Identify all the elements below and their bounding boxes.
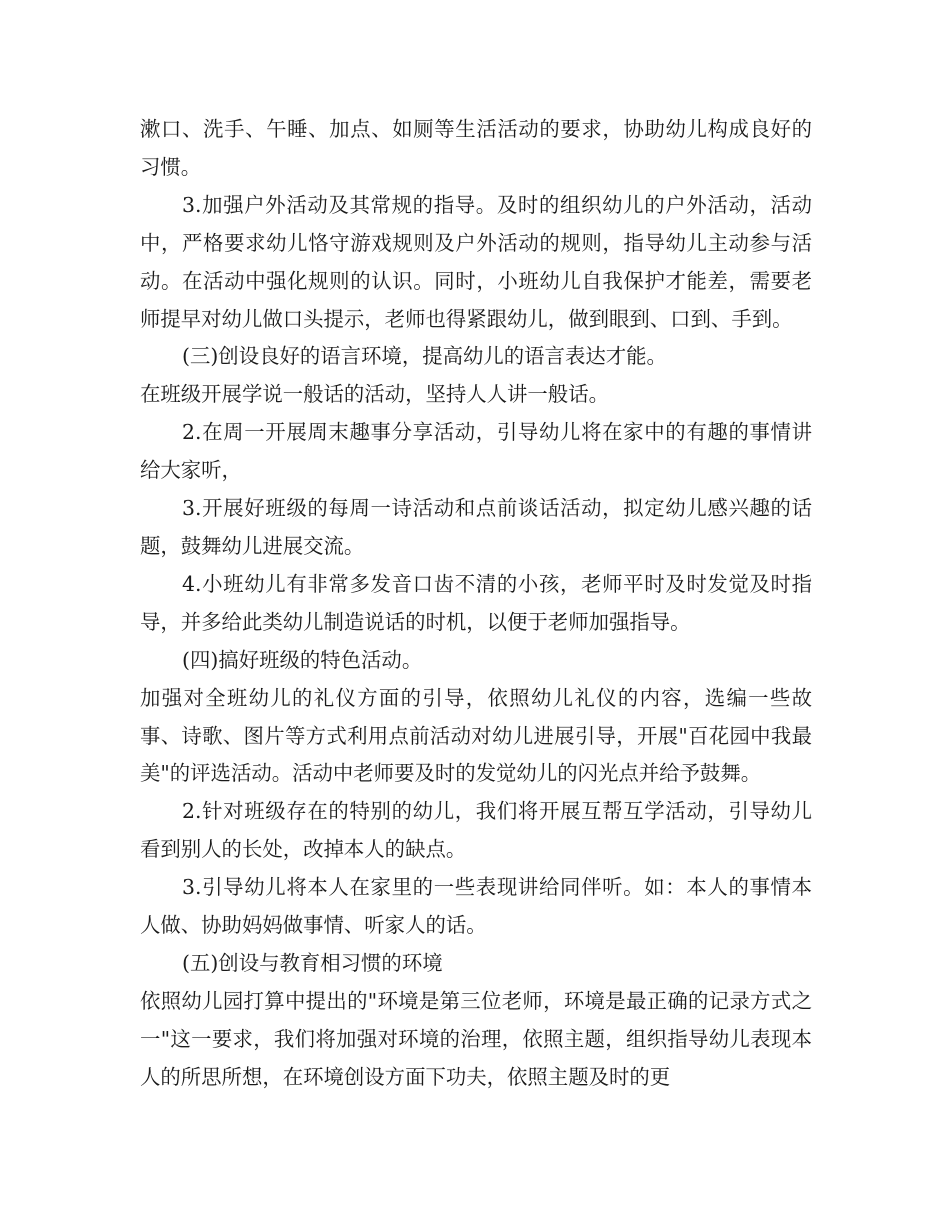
document-body [140, 111, 812, 1097]
paragraph: 加强对全班幼儿的礼仪方面的引导，依照幼儿礼仪的内容，选编一些故事、诗歌、图片等方式利用点前活动对幼儿进展引导，开展"百花园中我最美"的评选活动。活动中老师要及时的发觉幼儿的闪光点并给予鼓舞。 [140, 685, 812, 786]
paragraph: 在班级开展学说一般话的活动，坚持人人讲一般话。 [140, 382, 609, 407]
paragraph: 4.小班幼儿有非常多发音口齿不清的小孩，老师平时及时发觉及时指导，并多给此类幼儿制造说话的时机，以便于老师加强指导。 [140, 571, 812, 634]
section-heading: (三)创设良好的语言环境，提高幼儿的语言表达才能。 [182, 344, 667, 369]
paragraph: 3.开展好班级的每周一诗活动和点前谈话活动，拟定幼儿感兴趣的话题，鼓舞幼儿进展交流。 [140, 496, 812, 558]
paragraph: 2.针对班级存在的特别的幼儿，我们将开展互帮互学活动，引导幼儿看到别人的长处，改掉本人的缺点。 [140, 799, 812, 862]
paragraph: 3.引导幼儿将本人在家里的一些表现讲给同伴听。如：本人的事情本人做、协助妈妈做事情、听家人的话。 [140, 875, 812, 938]
section-heading: (四)搞好班级的特色活动。 [182, 647, 423, 672]
section-heading: (五)创设与教育相习惯的环境 [182, 950, 443, 975]
paragraph: 2.在周一开展周末趣事分享活动，引导幼儿将在家中的有趣的事情讲给大家听， [140, 420, 812, 483]
paragraph: 漱口、洗手、午睡、加点、如厕等生活活动的要求，协助幼儿构成良好的习惯。 [140, 117, 812, 179]
paragraph: 依照幼儿园打算中提出的"环境是第三位老师，环境是最正确的记录方式之一"这一要求，我们将加强对环境的治理，依照主题，组织指导幼儿表现本人的所思所想，在环境创设方面下功夫，依照主题及时的更 [140, 988, 812, 1089]
paragraph: 3.加强户外活动及其常规的指导。及时的组织幼儿的户外活动，活动中，严格要求幼儿恪守游戏规则及户外活动的规则，指导幼儿主动参与活动。在活动中强化规则的认识。同时，小班幼儿自我保护才能差，需要老师提早对幼儿做口头提示，老师也得紧跟幼儿，做到眼到、口到、手到。 [140, 192, 812, 331]
